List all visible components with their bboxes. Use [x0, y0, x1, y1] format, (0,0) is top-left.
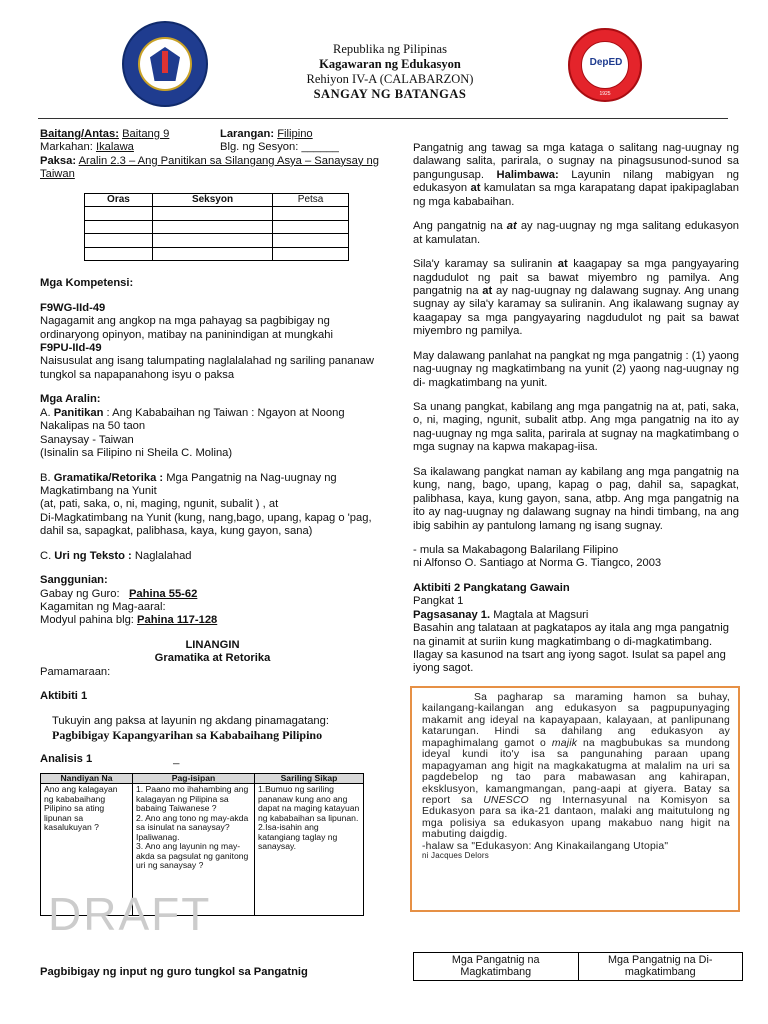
kagamitan-row: Kagamitan ng Mag-aaral:: [40, 601, 166, 613]
kompetensi-text-2: Naisusulat ang isang talumpating naglalalahad ng sariling pananaw tungkol sa napapanahong isyu o paksa: [40, 355, 374, 381]
kompetensi-heading: Mga Kompetensi:: [40, 277, 134, 290]
header-region: Rehiyon IV-A (CALABARZON): [306, 72, 474, 86]
schedule-cell[interactable]: [273, 207, 349, 221]
header-divider: [38, 118, 728, 119]
kompetensi-code-1: F9WG-IId-49: [40, 301, 106, 314]
pagsasanay-instructions: Basahin ang talataan at pagkatapos ay itala ang mga pangatnig na ginamit at suriin kung magkatimbang o di-magkatimbang. Ilagay sa kasunod na tsart ang iyong sagot. Isulat sa papel ang iyong sagot.: [413, 622, 729, 675]
schedule-cell[interactable]: [273, 247, 349, 261]
schedule-cell[interactable]: [85, 220, 153, 234]
analisis-col-pag-isipan: 1. Paano mo ihahambing ang kalagayan ng Pilipina sa babaing Taiwanese ? 2. Ano ang tono ng may-akda sa isinulat na sanaysay? Ipaliwanag. 3. Ano ang layunin ng may-akda sa pagsulat ng ganitong uri ng sanaysay ?: [133, 784, 255, 916]
markahan-row: Markahan: Ikalawa Blg. ng Sesyon: ______: [40, 141, 339, 154]
schedule-cell[interactable]: [273, 234, 349, 248]
analisis-1-heading: Analisis 1 _: [40, 753, 180, 766]
aktibiti-2-heading: Aktibiti 2 Pangkatang Gawain: [413, 581, 570, 594]
footer-input-note: Pagbibigay ng input ng guro tungkol sa Pangatnig: [40, 966, 308, 978]
aralin-b-line3: Di-Magkatimbang na Yunit (kung, nang,bago, upang, kapag o 'pag, dahil sa, sapagkat, palibhasa, kaya, kung gayon, sana): [40, 511, 372, 538]
left-column: [40, 128, 385, 916]
schedule-cell[interactable]: [152, 234, 272, 248]
aralin-b-line2: (at, pati, saka, o, ni, maging, ngunit, subalit ) , at: [40, 498, 279, 511]
kompetensi-text-1: Nagagamit ang angkop na mga pahayag sa pagbibigay ng ordinaryong opinyon, matibay na paninindigan at mungkahi: [40, 315, 333, 341]
quote-box: [410, 686, 740, 912]
pamamaraan-label: Pamamaraan:: [40, 665, 111, 678]
sanggunian-heading: Sanggunian:: [40, 574, 108, 587]
division-batangas-logo: DepED 1925: [568, 28, 642, 102]
schedule-header-oras: Oras: [85, 193, 153, 207]
analisis-header-nandiyan: Nandiyan Na: [41, 773, 133, 783]
header-department: Kagawaran ng Edukasyon: [319, 57, 461, 71]
chart-header-di-magkatimbang: Mga Pangatnig na Di-magkatimbang: [578, 953, 743, 981]
header-division: SANGAY NG BATANGAS: [313, 87, 467, 101]
linangin-title: LINANGIN: [185, 638, 240, 651]
aralin-b: B. Gramatika/Retorika : Mga Pangatnig na Nag-uugnay ng Magkatimbang na Yunit: [40, 471, 337, 497]
deped-seal-logo: [122, 21, 208, 107]
schedule-cell[interactable]: [85, 234, 153, 248]
draft-watermark: DRAFT: [48, 888, 212, 940]
aralin-c: C. Uri ng Teksto : Naglalahad: [40, 549, 192, 562]
analisis-header-sariling-sikap: Sariling Sikap: [255, 773, 364, 783]
document-header: [0, 0, 768, 120]
quote-author: ni Jacques Delors: [422, 851, 489, 861]
header-text: [240, 42, 540, 102]
quote-text: Sa pagharap sa maraming hamon sa buhay, kailangang-kailangan ang edukasyon sa pagpupunyaging makamit ang ideyal na kapayapaan, kalayaan, at panlipunang katarungan. Hindi sa dahilang ang edukasyon ay mapaghimalang gamot o majik na magbubukas sa mundong ideyal kundi ito'y isa sa pangunahing paraan upang mapagyaman ang higit na magkakatugma at malalim na uri sa pagdebelop ng tao para mabawasan ang kahirapan, eksklusyon, kamangmangan, pang-aapi at giyera. Batay sa report sa UNESCO ng Internasyunal na Komisyon sa Edukasyon para sa ika-21 dantaon, malaki ang maitutulong ng mga polisiya sa edukasyon upang makabuo nang higit na mabuting daigdig.: [422, 692, 730, 841]
aralin-heading: Mga Aralin:: [40, 393, 101, 406]
schedule-cell[interactable]: [273, 220, 349, 234]
gabay-row: Gabay ng Guro: Pahina 55-62: [40, 587, 198, 600]
aktibiti-1-heading: Aktibiti 1: [40, 690, 88, 703]
ikalawang-pangkat: Sa ikalawang pangkat naman ay kabilang ang mga pangatnig na kung, nang, bago, upang, kapag o pag, dahil sa, sapagkat, palibhasa, kaya, kung gayon, sana, atbp. Ang mga pangatnig na ito ay nag-uugnay ng dalawang sugnay na hindi timbang, na ang ibig sabihin ay pantulong lamang ng isang sugnay.: [413, 465, 739, 532]
header-republic: Republika ng Pilipinas: [333, 42, 447, 56]
aralin-a: A. Panitikan : Ang Kababaihan ng Taiwan : Ngayon at Noong Nakalipas na 50 taon: [40, 406, 345, 433]
panlahat-na-pangkat: May dalawang panlahat na pangkat ng mga pangatnig : (1) yaong nag-uugnay ng magkatimbang na yunit (2) yaong nag-uugnay ng di- magkatimbang na yunit.: [413, 349, 739, 389]
pangatnig-chart: [413, 952, 743, 981]
source-line-2: ni Alfonso O. Santiago at Norma G. Tiangco, 2003: [413, 557, 662, 570]
schedule-header-petsa: Petsa: [273, 193, 349, 207]
analisis-col-nandiyan: Ano ang kalagayan ng kababaihang Pilipino sa ating lipunan sa kasalukuyan ?: [41, 784, 133, 916]
pangkat-label: Pangkat 1: [413, 595, 464, 608]
pagsasanay-heading: Pagsasanay 1. Magtala at Magsuri: [413, 608, 589, 621]
quote-source: -halaw sa "Edukasyon: Ang Kinakailangang Utopia": [422, 840, 669, 852]
schedule-cell[interactable]: [152, 220, 272, 234]
linangin-subtitle: Gramatika at Retorika: [154, 652, 271, 665]
tukuyin-instruction: Tukuyin ang paksa at layunin ng akdang pinamagatang:: [52, 714, 329, 727]
pangatnig-at-example: Ang pangatnig na at ay nag-uugnay ng mga salitang edukasyon at kamulatan.: [413, 220, 740, 246]
schedule-table: [84, 193, 349, 262]
paksa-row: Paksa: Aralin 2.3 – Ang Panitikan sa Silangang Asya – Sanaysay ng Taiwan: [40, 154, 379, 181]
schedule-header-seksyon: Seksyon: [152, 193, 272, 207]
analisis-col-sariling-sikap: 1.Bumuo ng sariling pananaw kung ano ang dapat na maging katayuan ng kababaihan sa lipunan. 2.Isa-isahin ang katangiang taglay ng sanaysay.: [255, 784, 364, 916]
sugnay-example: Sila'y karamay sa suliranin at kaagapay sa mga pangyayaring nagdudulot ng pait sa bawat miyembro ng pamilya. Ang pangatnig na at ay nag-uugnay ng dalawang sugnay. Ang unang sugnay ay sila'y karamay sa suliranin. Ang ikalawang sugnay ay kaagapay sa mga pangyayaring nagdudulot ng pait sa bawat miyembro ng pamilya.: [413, 258, 739, 338]
aralin-a-line2: Sanaysay - Taiwan: [40, 433, 134, 446]
akda-title: Pagbibigay Kapangyarihan sa Kababaihang Pilipino: [52, 728, 323, 743]
right-column: [413, 142, 739, 676]
source-line-1: - mula sa Makabagong Balarilang Filipino: [413, 543, 619, 556]
analisis-header-pag-isipan: Pag-isipan: [133, 773, 255, 783]
schedule-cell[interactable]: [85, 247, 153, 261]
baitang-row: Baitang/Antas: Baitang 9 Larangan: Filipino: [40, 128, 313, 140]
schedule-cell[interactable]: [85, 207, 153, 221]
kompetensi-code-2: F9PU-IId-49: [40, 342, 102, 354]
modyul-row: Modyul pahina blg: Pahina 117-128: [40, 614, 218, 627]
aralin-a-line3: (Isinalin sa Filipino ni Sheila C. Molina): [40, 447, 233, 460]
schedule-cell[interactable]: [152, 207, 272, 221]
pangatnig-definition: Pangatnig ang tawag sa mga kataga o salitang nag-uugnay ng dalawang salita, parirala, o sugnay na pinagsusunod-sunod sa pangungusap. Halimbawa: Layunin nilang mabigyan ng edukasyon at kamulatan sa mga karapatang dapat ipakipaglaban ng mga kababaihan.: [413, 142, 740, 208]
chart-header-magkatimbang: Mga Pangatnig na Magkatimbang: [414, 953, 579, 981]
unang-pangkat: Sa unang pangkat, kabilang ang mga pangatnig na at, pati, saka, o, ni, maging, ngunit, subalit atbp. Ang mga pangatnig na ito ay nag-uugnay ng mga salita, parirala at sugnay na magkatimbang o mga sugnay na kapwa makapag-iisa.: [413, 401, 739, 454]
schedule-cell[interactable]: [152, 247, 272, 261]
